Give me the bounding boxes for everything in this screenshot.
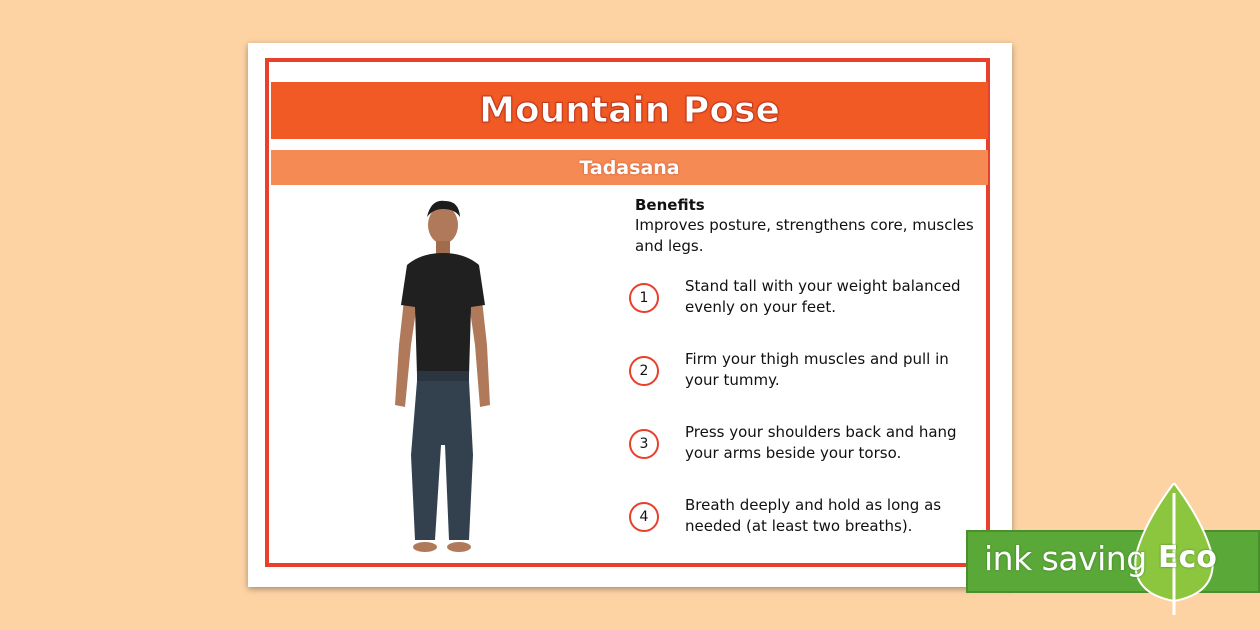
- step-item: [629, 277, 979, 332]
- step-item: [629, 496, 979, 551]
- step-item: [629, 350, 979, 405]
- page-subtitle: Tadasana: [579, 156, 680, 179]
- eco-badge-text: ink saving: [984, 539, 1147, 578]
- poster-frame: [265, 58, 990, 567]
- benefits-block: [635, 195, 975, 257]
- step-text: Press your shoulders back and hang your arms beside your torso.: [685, 423, 957, 462]
- step-item: [629, 423, 979, 478]
- subtitle-bar: [271, 150, 988, 185]
- eco-badge-label: Eco: [1158, 540, 1217, 575]
- man-standing-illustration: [377, 195, 507, 560]
- step-number-badge: 4: [629, 502, 659, 532]
- page-title: Mountain Pose: [479, 90, 780, 131]
- resource-sheet: [248, 43, 1012, 587]
- title-bar: [271, 82, 988, 139]
- step-text: Breath deeply and hold as long as needed (at least two breaths).: [685, 496, 942, 535]
- step-number-badge: 2: [629, 356, 659, 386]
- step-text: Stand tall with your weight balanced evenly on your feet.: [685, 277, 961, 316]
- step-number-badge: 1: [629, 283, 659, 313]
- step-number-badge: 3: [629, 429, 659, 459]
- benefits-text: Improves posture, strengthens core, muscles and legs.: [635, 216, 974, 255]
- step-text: Firm your thigh muscles and pull in your tummy.: [685, 350, 949, 389]
- eco-ink-saving-badge: [966, 483, 1260, 615]
- benefits-heading: Benefits: [635, 196, 705, 214]
